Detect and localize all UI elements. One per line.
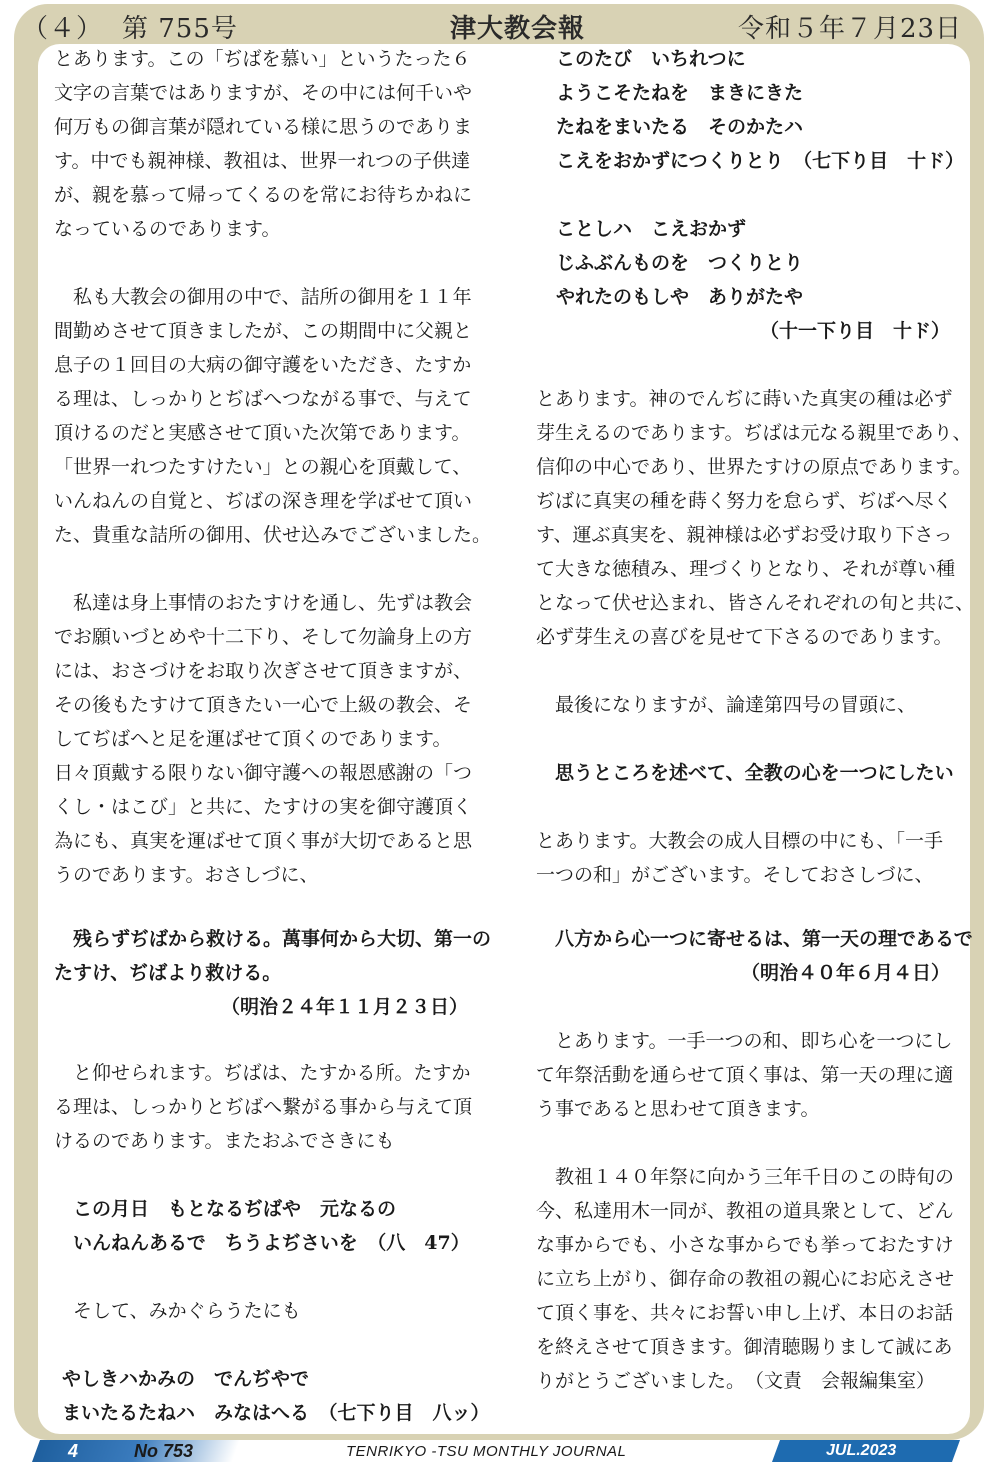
verse-line: じふぶんものを つくりとり [556, 252, 804, 274]
text-line: な事からでも、小さな事からでも挙っておたすけ [536, 1234, 954, 1256]
verse-line: やれたのもしや ありがたや [556, 286, 804, 308]
verse-line: やしきハかみの でんぢやで [62, 1368, 310, 1390]
text-line: 一つの和」がございます。そしておさしづに、 [536, 864, 934, 886]
quote-line: 八方から心一つに寄せるは、第一天の理であるで [536, 928, 973, 950]
text-line: る理は、しっかりとぢばへつながる事で、与えて [54, 388, 472, 410]
text-line: て大きな徳積み、理づくりとなり、それが尊い種 [536, 558, 956, 580]
text-line: 最後になりますが、論達第四号の冒頭に、 [536, 694, 917, 716]
text-line: 今、私達用木一同が、教祖の道具衆として、どん [536, 1200, 954, 1222]
verse-line: いんねんあるで ちうよぢさいを （八 47） [54, 1232, 470, 1254]
page-footer [0, 1438, 991, 1468]
citation-line: （明治４０年６月４日） [740, 962, 950, 984]
text-line: 間勤めさせて頂きましたが、この期間中に父親と [54, 320, 473, 342]
footer-journal-name: TENRIKYO -TSU MONTHLY JOURNAL [346, 1443, 627, 1460]
text-line: を終えさせて頂きます。御清聴賜りまして誠にあ [536, 1336, 953, 1358]
text-line: とあります。この「ぢばを慕い」というたった６ [54, 48, 471, 70]
verse-line: まいたるたねハ みなはへる （七下り目 八ッ） [62, 1402, 490, 1424]
text-line: とあります。一手一つの和、即ち心を一つにし [536, 1030, 953, 1052]
text-line: でお願いづとめや十二下り、そして勿論身上の方 [54, 626, 473, 648]
text-line: と仰せられます。ぢばは、たすかる所。たすか [54, 1062, 471, 1084]
footer-issue-number: No 753 [134, 1441, 194, 1461]
verse-line: たねをまいたる そのかたハ [556, 116, 804, 138]
footer-page-number: 4 [68, 1441, 79, 1461]
verse-line: この月日 もとなるぢばや 元なるの [54, 1198, 397, 1220]
text-line: そして、みかぐらうたにも [54, 1300, 301, 1322]
verse-line: このたび いちれつに [556, 48, 746, 70]
text-line: 私達は身上事情のおたすけを通し、先ずは教会 [54, 592, 473, 614]
text-line: 芽生えるのであります。ぢばは元なる親里であり、 [536, 422, 972, 444]
quote-line: 残らずぢばから救ける。萬事何から大切、第一の [54, 928, 492, 950]
text-line: う事であると思わせて頂きます。 [536, 1098, 820, 1120]
text-line: す。中でも親神様、教祖は、世界一れつの子供達 [54, 150, 471, 172]
text-line: 教祖１４０年祭に向かう三年千日のこの時旬の [536, 1166, 955, 1188]
verse-line: ようこそたねを まきにきた [556, 82, 804, 104]
text-line: 日々頂戴する限りない御守護への報恩感謝の「つ [54, 762, 473, 784]
text-line: が、親を慕って帰ってくるのを常にお待ちかねに [54, 184, 473, 206]
citation-line: （明治２４年１１月２３日） [220, 996, 468, 1018]
text-line: その後もたすけて頂きたい一心で上級の教会、そ [54, 694, 473, 716]
text-line: うのであります。おさしづに、 [54, 864, 319, 886]
citation-line: （十一下り目 十ド） [759, 320, 950, 342]
text-line: 何万もの御言葉が隠れている様に思うのでありま [54, 116, 473, 138]
footer-date: JUL.2023 [826, 1442, 897, 1459]
text-line: 必ず芽生えの喜びを見せて下さるのであります。 [536, 626, 953, 648]
text-line: 信仰の中心であり、世界たすけの原点であります。 [536, 456, 972, 478]
quote-line: たすけ、ぢばより救ける。 [54, 962, 282, 984]
text-line: た、貴重な詰所の御用、伏せ込みでございました。 [54, 524, 492, 546]
text-line: くし・はこび」と共に、たすけの実を御守護頂く [54, 796, 473, 818]
text-line: となって伏せ込まれ、皆さんそれぞれの旬と共に、 [536, 592, 975, 614]
text-line: 「世界一れつたすけたい」との親心を頂戴して、 [54, 456, 472, 478]
text-line: なっているのであります。 [54, 218, 281, 240]
text-line: いんねんの自覚と、ぢばの深き理を学ばせて頂い [54, 490, 473, 512]
text-line: りがとうございました。 （文責 会報編集室） [536, 1370, 936, 1392]
text-line: て頂く事を、共々にお誓い申し上げ、本日のお話 [536, 1302, 954, 1324]
text-line: に立ち上がり、御存命の教祖の親心にお応えさせ [536, 1268, 955, 1290]
text-line: とあります。大教会の成人目標の中にも、「一手 [536, 830, 943, 852]
text-line: 息子の１回目の大病の御守護をいただき、たすか [54, 354, 472, 376]
article-body [38, 44, 975, 1434]
text-line: ぢばに真実の種を蒔く努力を怠らず、ぢばへ尽く [536, 490, 953, 512]
text-line: には、おさづけをお取り次ぎさせて頂きますが、 [54, 660, 473, 682]
text-line: 文字の言葉ではありますが、その中には何千いや [54, 82, 473, 104]
text-line: て年祭活動を通らせて頂く事は、第一天の理に適 [536, 1064, 954, 1086]
verse-line: ことしハ こえおかず [556, 218, 747, 240]
quote-line: 思うところを述べて、全教の心を一つにしたい [536, 762, 954, 784]
header-issue-number: 第 755号 [122, 14, 238, 44]
text-line: る理は、しっかりとぢばへ繋がる事から与えて頂 [54, 1096, 473, 1118]
header-page-number: （４） [22, 14, 104, 44]
page-header [0, 0, 991, 48]
text-line: 為にも、真実を運ばせて頂く事が大切であると思 [54, 830, 473, 852]
header-date: 令和５年７月23日 [738, 14, 963, 44]
text-line: けるのであります。またおふでさきにも [54, 1130, 395, 1152]
text-line: す、運ぶ真実を、親神様は必ずお受け取り下さっ [536, 524, 953, 546]
text-line: 頂けるのだと実感させて頂いた次第であります。 [54, 422, 471, 444]
text-line: 私も大教会の御用の中で、詰所の御用を１１年 [54, 286, 472, 308]
header-title: 津大教会報 [450, 14, 586, 44]
text-line: とあります。神のでんぢに蒔いた真実の種は必ず [536, 388, 953, 410]
verse-line: こえをおかずにつくりとり （七下り目 十ド） [556, 150, 965, 172]
text-line: してぢばへと足を運ばせて頂くのであります。 [54, 728, 452, 750]
